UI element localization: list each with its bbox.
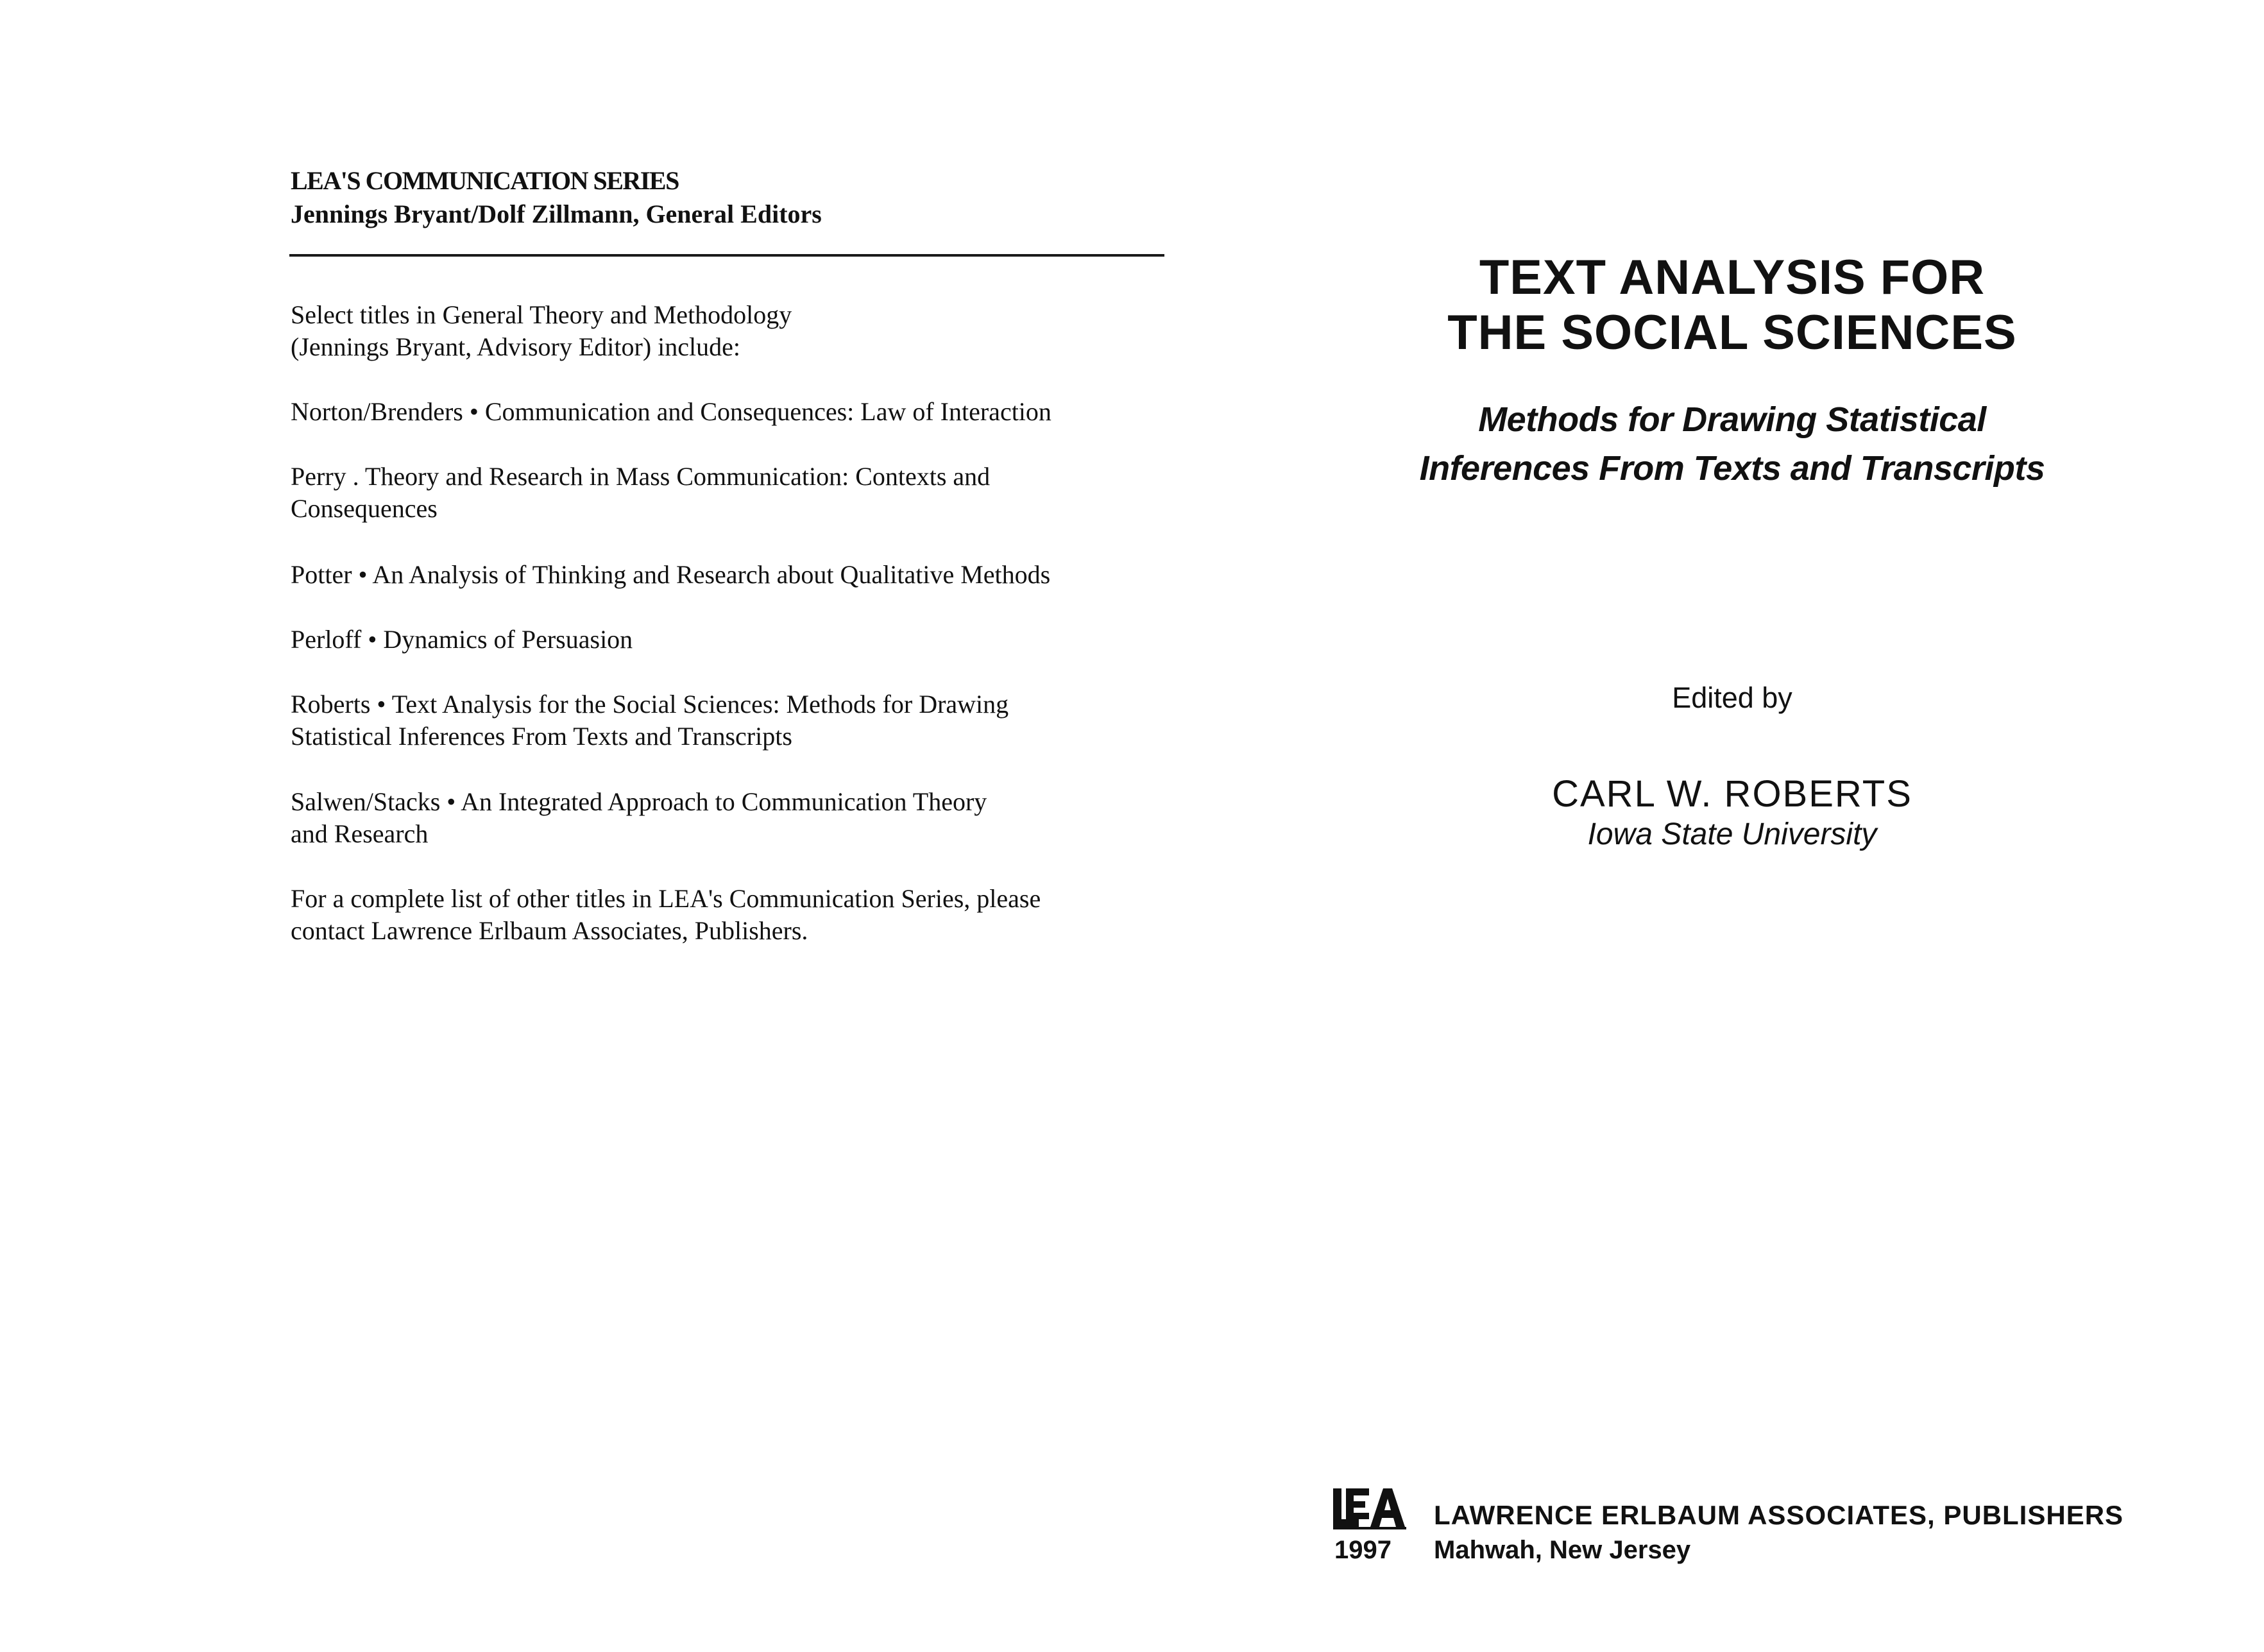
series-title: LEA'S COMMUNICATION SERIES — [291, 166, 679, 195]
book-subtitle-line-1: Methods for Drawing Statistical — [1478, 400, 1986, 439]
publisher-location: Mahwah, New Jersey — [1434, 1536, 1691, 1564]
title-entry-line: Potter • An Analysis of Thinking and Research about Qualitative Methods — [291, 560, 1051, 589]
closing-paragraph — [291, 883, 1041, 947]
editor-affiliation: Iowa State University — [1587, 817, 1877, 851]
title-entry-line: Perloff • Dynamics of Persuasion — [291, 625, 633, 654]
right-page — [1219, 0, 2264, 1652]
title-entry-line: Salwen/Stacks • An Integrated Approach to Communication Theory — [291, 787, 987, 816]
title-entry-perry — [291, 461, 990, 525]
title-entry-salwen — [291, 786, 987, 850]
title-entry-line: Norton/Brenders • Communication and Consequences: Law of Interaction — [291, 397, 1051, 426]
publication-year: 1997 — [1334, 1536, 1392, 1564]
publisher-name: LAWRENCE ERLBAUM ASSOCIATES, PUBLISHERS — [1434, 1500, 2124, 1530]
closing-line: contact Lawrence Erlbaum Associates, Publishers. — [291, 916, 808, 945]
book-title-line-2: THE SOCIAL SCIENCES — [1447, 305, 2017, 360]
title-entry-line: Roberts • Text Analysis for the Social Sciences: Methods for Drawing — [291, 690, 1009, 719]
lea-logo-icon — [1333, 1486, 1406, 1529]
book-subtitle-line-2: Inferences From Texts and Transcripts — [1419, 449, 2045, 488]
title-entry-potter — [291, 559, 1050, 591]
editor-name: CARL W. ROBERTS — [1552, 773, 1912, 815]
title-entry-norton — [291, 396, 1051, 428]
title-entry-roberts — [291, 688, 1009, 753]
title-entry-line: Statistical Inferences From Texts and Transcripts — [291, 722, 792, 751]
title-entry-line: Consequences — [291, 494, 438, 523]
closing-line: For a complete list of other titles in LEA's Communication Series, please — [291, 884, 1041, 913]
title-entry-line: Perry . Theory and Research in Mass Communication: Contexts and — [291, 462, 991, 491]
intro-paragraph — [291, 299, 792, 363]
intro-line-1: Select titles in General Theory and Methodology — [291, 300, 792, 329]
series-divider — [289, 254, 1164, 257]
series-editors: Jennings Bryant/Dolf Zillmann, General Editors — [291, 200, 822, 228]
title-entry-line: and Research — [291, 819, 429, 848]
book-title-line-1: TEXT ANALYSIS FOR — [1479, 250, 1986, 305]
intro-line-2: (Jennings Bryant, Advisory Editor) include: — [291, 332, 741, 361]
title-entry-perloff — [291, 624, 633, 656]
edited-by-label: Edited by — [1672, 681, 1792, 714]
